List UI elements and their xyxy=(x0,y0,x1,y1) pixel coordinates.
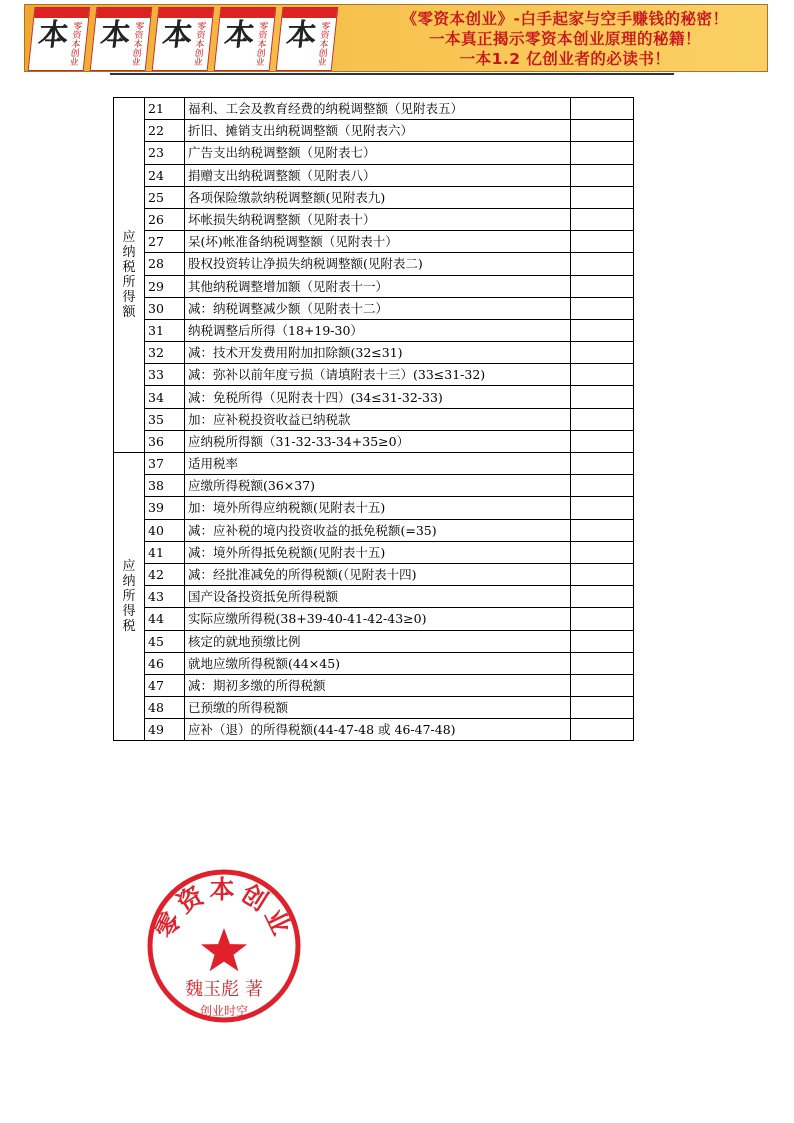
table-row xyxy=(114,541,634,563)
row-item: 适用税率 xyxy=(185,453,571,475)
table-row xyxy=(114,98,634,120)
seal-title: 零资本创业 xyxy=(150,875,298,943)
row-amount-cell[interactable] xyxy=(571,453,634,475)
row-amount-cell[interactable] xyxy=(571,120,634,142)
row-amount-cell[interactable] xyxy=(571,563,634,585)
row-number: 33 xyxy=(145,364,185,386)
book-cover-image: 本 零资本创业 xyxy=(90,7,153,71)
row-number: 39 xyxy=(145,497,185,519)
table-row xyxy=(114,497,634,519)
row-item: 已预缴的所得税额 xyxy=(185,697,571,719)
table-row xyxy=(114,342,634,364)
row-amount-cell[interactable] xyxy=(571,142,634,164)
table-row xyxy=(114,208,634,230)
row-amount-cell[interactable] xyxy=(571,253,634,275)
row-number: 46 xyxy=(145,652,185,674)
table-row xyxy=(114,519,634,541)
table-row xyxy=(114,674,634,696)
tax-return-table xyxy=(113,97,634,741)
row-number: 45 xyxy=(145,630,185,652)
row-number: 29 xyxy=(145,275,185,297)
row-number: 22 xyxy=(145,120,185,142)
section-label-tax-payable: 应 纳 所 得 税 xyxy=(114,453,145,741)
book-cover-image: 本 零资本创业 xyxy=(214,7,277,71)
row-number: 35 xyxy=(145,408,185,430)
row-amount-cell[interactable] xyxy=(571,319,634,341)
row-amount-cell[interactable] xyxy=(571,408,634,430)
table-row xyxy=(114,164,634,186)
table-row xyxy=(114,608,634,630)
row-amount-cell[interactable] xyxy=(571,608,634,630)
row-number: 41 xyxy=(145,541,185,563)
table-row xyxy=(114,364,634,386)
row-amount-cell[interactable] xyxy=(571,430,634,452)
table-row xyxy=(114,630,634,652)
table-row xyxy=(114,253,634,275)
row-item: 广告支出纳税调整额（见附表七） xyxy=(185,142,571,164)
row-item: 就地应缴所得税额(44×45) xyxy=(185,652,571,674)
table-row xyxy=(114,453,634,475)
row-number: 26 xyxy=(145,208,185,230)
row-item: 折旧、摊销支出纳税调整额（见附表六） xyxy=(185,120,571,142)
banner-slogan xyxy=(365,9,765,69)
row-item: 坏帐损失纳税调整额（见附表十） xyxy=(185,208,571,230)
row-number: 28 xyxy=(145,253,185,275)
row-number: 32 xyxy=(145,342,185,364)
row-amount-cell[interactable] xyxy=(571,386,634,408)
row-number: 40 xyxy=(145,519,185,541)
row-item: 减：经批准减免的所得税额(（见附表十四) xyxy=(185,563,571,585)
row-amount-cell[interactable] xyxy=(571,697,634,719)
star-icon xyxy=(201,928,247,971)
row-amount-cell[interactable] xyxy=(571,231,634,253)
row-item: 呆(坏)帐准备纳税调整额（见附表十） xyxy=(185,231,571,253)
row-item: 减：技术开发费用附加扣除额(32≤31) xyxy=(185,342,571,364)
row-item: 纳税调整后所得（18+19-30） xyxy=(185,319,571,341)
table-row xyxy=(114,697,634,719)
row-amount-cell[interactable] xyxy=(571,164,634,186)
row-item: 加：境外所得应纳税额(见附表十五) xyxy=(185,497,571,519)
seal-author: 魏玉彪 著 xyxy=(185,979,263,1000)
row-item: 减：境外所得抵免税额(见附表十五) xyxy=(185,541,571,563)
row-number: 23 xyxy=(145,142,185,164)
row-item: 加：应补税投资收益已纳税款 xyxy=(185,408,571,430)
row-number: 21 xyxy=(145,98,185,120)
row-item: 应纳税所得额（31-32-33-34+35≥0） xyxy=(185,430,571,452)
row-item: 各项保险缴款纳税调整额(见附表九) xyxy=(185,186,571,208)
row-item: 其他纳税调整增加额（见附表十一） xyxy=(185,275,571,297)
row-number: 24 xyxy=(145,164,185,186)
row-item: 减：弥补以前年度亏损（请填附表十三）(33≤31-32) xyxy=(185,364,571,386)
row-amount-cell[interactable] xyxy=(571,652,634,674)
row-amount-cell[interactable] xyxy=(571,342,634,364)
row-amount-cell[interactable] xyxy=(571,98,634,120)
row-amount-cell[interactable] xyxy=(571,586,634,608)
row-number: 48 xyxy=(145,697,185,719)
table-row xyxy=(114,475,634,497)
row-item: 股权投资转让净损失纳税调整额(见附表二) xyxy=(185,253,571,275)
table-row xyxy=(114,408,634,430)
row-item: 减：期初多缴的所得税额 xyxy=(185,674,571,696)
row-number: 31 xyxy=(145,319,185,341)
row-amount-cell[interactable] xyxy=(571,519,634,541)
banner-line-2: 一本真正揭示零资本创业原理的秘籍！ xyxy=(428,30,701,48)
row-number: 27 xyxy=(145,231,185,253)
promo-banner xyxy=(24,4,768,72)
row-number: 36 xyxy=(145,430,185,452)
table-row xyxy=(114,297,634,319)
row-amount-cell[interactable] xyxy=(571,719,634,741)
row-number: 34 xyxy=(145,386,185,408)
row-number: 30 xyxy=(145,297,185,319)
table-row xyxy=(114,120,634,142)
row-amount-cell[interactable] xyxy=(571,275,634,297)
row-number: 38 xyxy=(145,475,185,497)
row-item: 核定的就地预缴比例 xyxy=(185,630,571,652)
row-amount-cell[interactable] xyxy=(571,541,634,563)
book-cover-image: 本 零资本创业 xyxy=(28,7,91,71)
row-item: 减：应补税的境内投资收益的抵免税额(=35) xyxy=(185,519,571,541)
row-number: 49 xyxy=(145,719,185,741)
book-cover-image: 本 零资本创业 xyxy=(276,7,339,71)
row-item: 国产设备投资抵免所得税额 xyxy=(185,586,571,608)
row-item: 减：纳税调整减少额（见附表十二） xyxy=(185,297,571,319)
table-row xyxy=(114,563,634,585)
banner-line-1: 《零资本创业》-白手起家与空手赚钱的秘密！ xyxy=(401,10,729,28)
header-divider xyxy=(110,73,674,75)
table-row xyxy=(114,275,634,297)
row-amount-cell[interactable] xyxy=(571,208,634,230)
row-amount-cell[interactable] xyxy=(571,364,634,386)
table-row xyxy=(114,652,634,674)
banner-line-3: 一本1.2 亿创业者的必读书！ xyxy=(459,50,671,68)
section-label-taxable-income: 应 纳 税 所 得 额 xyxy=(114,98,145,453)
row-number: 37 xyxy=(145,453,185,475)
row-item: 应缴所得税额(36×37) xyxy=(185,475,571,497)
row-number: 43 xyxy=(145,586,185,608)
row-item: 福利、工会及教育经费的纳税调整额（见附表五） xyxy=(185,98,571,120)
table-row xyxy=(114,231,634,253)
row-amount-cell[interactable] xyxy=(571,475,634,497)
table-row xyxy=(114,142,634,164)
row-number: 47 xyxy=(145,674,185,696)
row-item: 减：免税所得（见附表十四）(34≤31-32-33) xyxy=(185,386,571,408)
table-row xyxy=(114,719,634,741)
row-item: 实际应缴所得税(38+39-40-41-42-43≥0) xyxy=(185,608,571,630)
row-amount-cell[interactable] xyxy=(571,630,634,652)
table-row xyxy=(114,186,634,208)
table-row xyxy=(114,319,634,341)
seal-publisher: 创业时空 xyxy=(199,1004,249,1018)
publisher-seal xyxy=(144,866,304,1026)
table-row xyxy=(114,430,634,452)
row-number: 44 xyxy=(145,608,185,630)
row-number: 25 xyxy=(145,186,185,208)
table-row xyxy=(114,386,634,408)
row-number: 42 xyxy=(145,563,185,585)
row-amount-cell[interactable] xyxy=(571,674,634,696)
book-cover-image: 本 零资本创业 xyxy=(152,7,215,71)
row-amount-cell[interactable] xyxy=(571,297,634,319)
row-amount-cell[interactable] xyxy=(571,497,634,519)
row-item: 捐赠支出纳税调整额（见附表八） xyxy=(185,164,571,186)
row-amount-cell[interactable] xyxy=(571,186,634,208)
table-row xyxy=(114,586,634,608)
row-item: 应补（退）的所得税额(44-47-48 或 46-47-48) xyxy=(185,719,571,741)
